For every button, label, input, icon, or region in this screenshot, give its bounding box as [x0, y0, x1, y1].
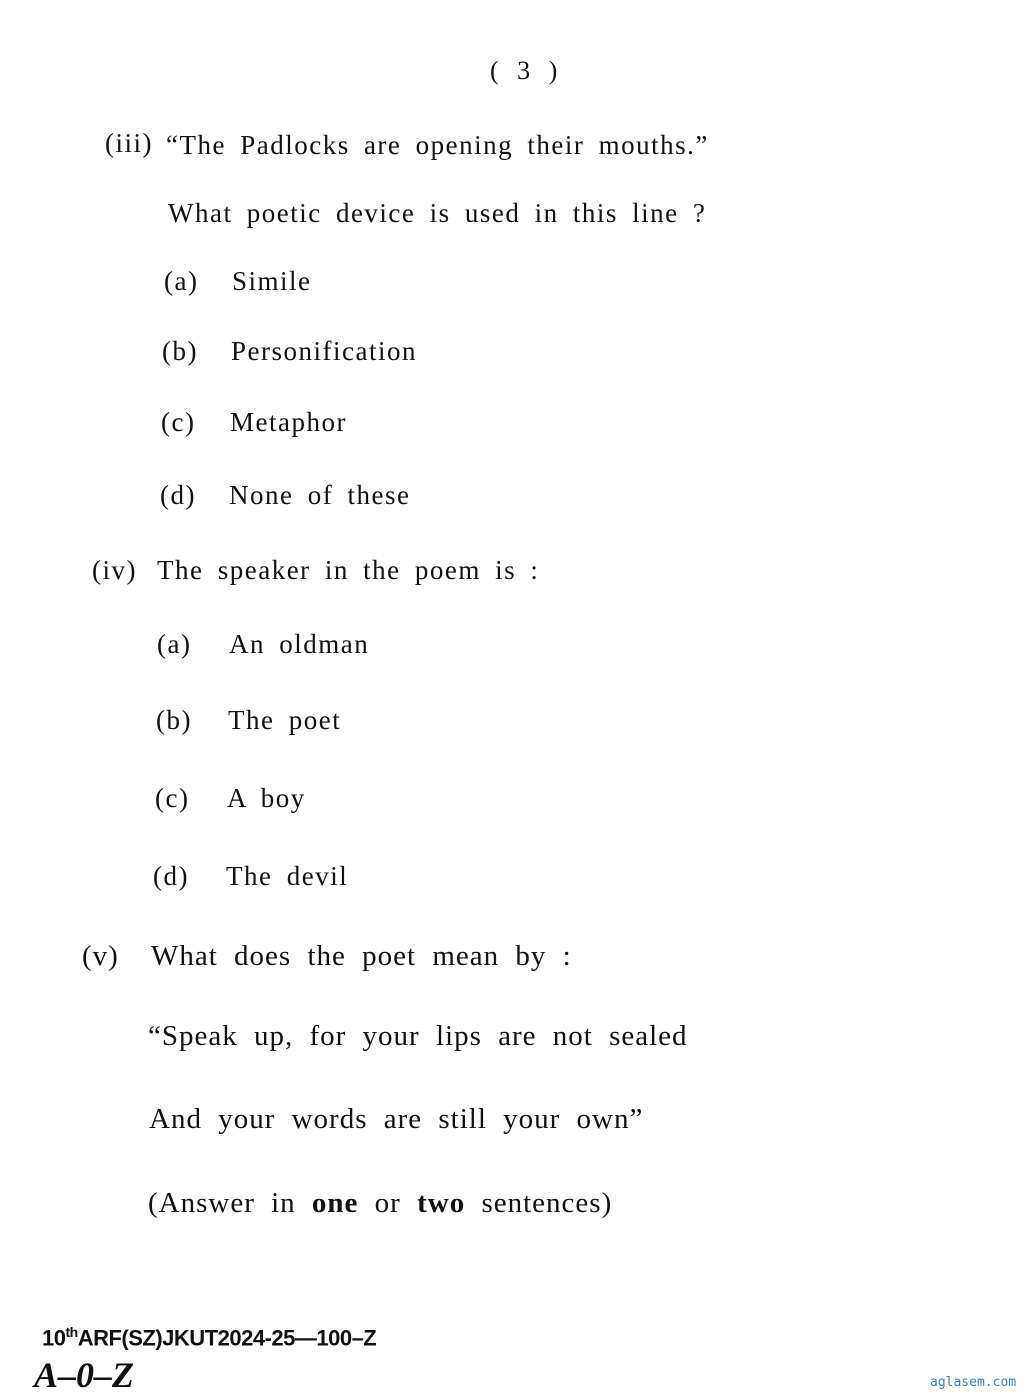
- instruction-open: (Answer in: [148, 1187, 296, 1219]
- paper-code-prefix: 10: [42, 1325, 66, 1351]
- option-text: None of these: [229, 480, 411, 510]
- option-text: Personification: [231, 336, 417, 366]
- page-number: ( 3 ): [490, 56, 564, 85]
- option-label: (c): [161, 407, 196, 437]
- option-label: (d): [160, 480, 196, 510]
- option-text: Metaphor: [230, 407, 347, 437]
- option-text: The poet: [228, 705, 342, 735]
- option-label: (c): [155, 783, 190, 813]
- instruction-or: or: [374, 1187, 401, 1219]
- question-iv-prompt: The speaker in the poem is :: [157, 555, 540, 585]
- option-text: An oldman: [229, 629, 370, 659]
- watermark: aglasem.com: [930, 1375, 1017, 1390]
- paper-code-sup: th: [65, 1324, 78, 1340]
- option-label: (d): [153, 861, 189, 891]
- option-label: (a): [164, 266, 199, 296]
- paper-code-rest: ARF(SZ)JKUT2024-25—100–Z: [77, 1325, 377, 1351]
- option-text: The devil: [226, 861, 349, 891]
- instruction-two: two: [417, 1187, 466, 1219]
- question-v-quote-line-1: “Speak up, for your lips are not sealed: [148, 1020, 688, 1052]
- question-v-quote-line-2: And your words are still your own”: [149, 1103, 644, 1135]
- question-iii-number: (iii): [105, 128, 153, 158]
- option-text: A boy: [227, 783, 306, 813]
- instruction-one: one: [311, 1187, 359, 1219]
- question-iv-number: (iv): [92, 555, 137, 585]
- answer-instruction: [148, 1187, 612, 1220]
- instruction-close: sentences): [481, 1187, 613, 1219]
- option-text: Simile: [232, 266, 312, 296]
- question-v-number: (v): [82, 940, 119, 972]
- paper-code: [42, 1324, 376, 1351]
- series-code: A–0–Z: [34, 1355, 135, 1395]
- option-label: (b): [162, 336, 198, 366]
- option-label: (a): [157, 629, 192, 659]
- question-iii-quote: “The Padlocks are opening their mouths.”: [166, 130, 709, 160]
- option-label: (b): [156, 705, 192, 735]
- question-iii-prompt: What poetic device is used in this line ?: [168, 198, 707, 228]
- question-v-prompt: What does the poet mean by :: [151, 940, 572, 972]
